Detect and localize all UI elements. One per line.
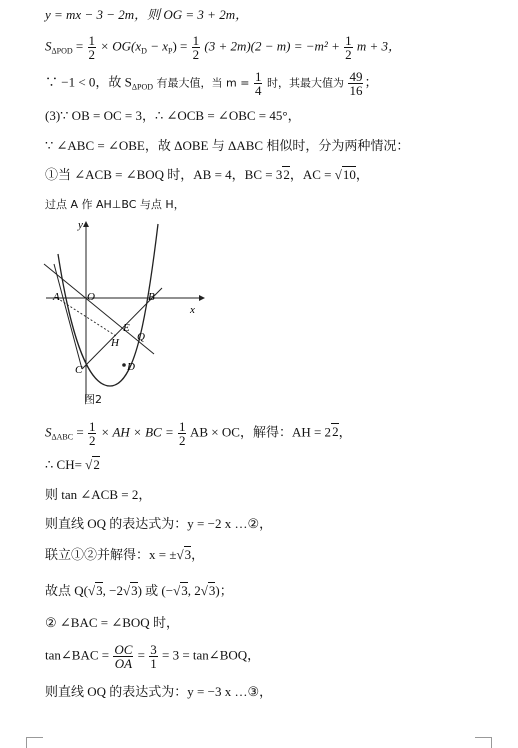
label-y: y	[78, 219, 83, 231]
line-ac	[54, 264, 82, 369]
line-3: ∵ −1 < 0，故 $S_{\Delta POD}$ 有最大值，当 m = $\frac{1}{4}$ 时，其最大值为 $\frac{49}{16}$ ；	[45, 69, 378, 98]
line-15: tan∠BAC = $\frac{OC}{OA}$ = $\frac{3}{1}$ = 3 = tan∠BOQ，	[45, 642, 261, 671]
label-c: C	[75, 364, 83, 376]
line-2: $S_{\Delta POD}$ = $\frac{1}{2}$ × $OG(x_D - x_P)$ = $\frac{1}{2}$ (3 + 2m)(2 − m) = −m² + $\frac{1}{2}$ m + 3，	[45, 33, 402, 62]
line-4: (3)∵ OB = OC = 3，∴ ∠OCB = ∠OBC = 45°，	[45, 108, 301, 123]
label-h: H	[111, 337, 119, 349]
line-6: ①当 ∠ACB = ∠BOQ 时，AB = 4，BC = 32，AC = √10，	[45, 167, 369, 182]
line-5: ∵ ∠ABC = ∠OBE，故 ΔOBE 与 ΔABC 相似时，分为两种情况：	[45, 138, 410, 153]
label-q: Q	[137, 331, 145, 343]
line-8: $S_{\Delta ABC}$ = $\frac{1}{2}$ × AH × BC = $\frac{1}{2}$ AB × OC，解得：AH = 22，	[45, 419, 352, 448]
label-d: D	[127, 361, 135, 373]
label-x: x	[190, 304, 195, 316]
label-b: B	[148, 291, 155, 303]
page-corner-left	[26, 737, 43, 748]
line-7: 过点 A 作 AH⊥BC 与点 H，	[45, 198, 185, 211]
line-12: 联立①②并解得：x = ±√3，	[45, 547, 205, 562]
label-o: O	[87, 291, 95, 303]
line-10: 则 tan ∠ACB = 2，	[45, 487, 152, 502]
line-14: ② ∠BAC = ∠BOQ 时，	[45, 615, 179, 630]
label-e: E	[123, 322, 130, 334]
line-11: 则直线 OQ 的表达式为：y = −2 x …②，	[45, 516, 273, 531]
line-13: 故点 Q(√3, −2√3) 或 (−√3, 2√3)；	[45, 583, 233, 598]
figure-parabola	[38, 214, 213, 410]
parabola-curve	[58, 224, 158, 386]
figure-caption: 图2	[84, 393, 102, 406]
label-a: A	[53, 291, 60, 303]
line-1: y = mx − 3 − 2m，则 OG = 3 + 2m，	[45, 7, 249, 22]
page-corner-right	[475, 737, 492, 748]
line-9: ∴ CH= √2	[45, 457, 100, 472]
line-16: 则直线 OQ 的表达式为：y = −3 x …③，	[45, 684, 273, 699]
point-d	[122, 363, 126, 367]
